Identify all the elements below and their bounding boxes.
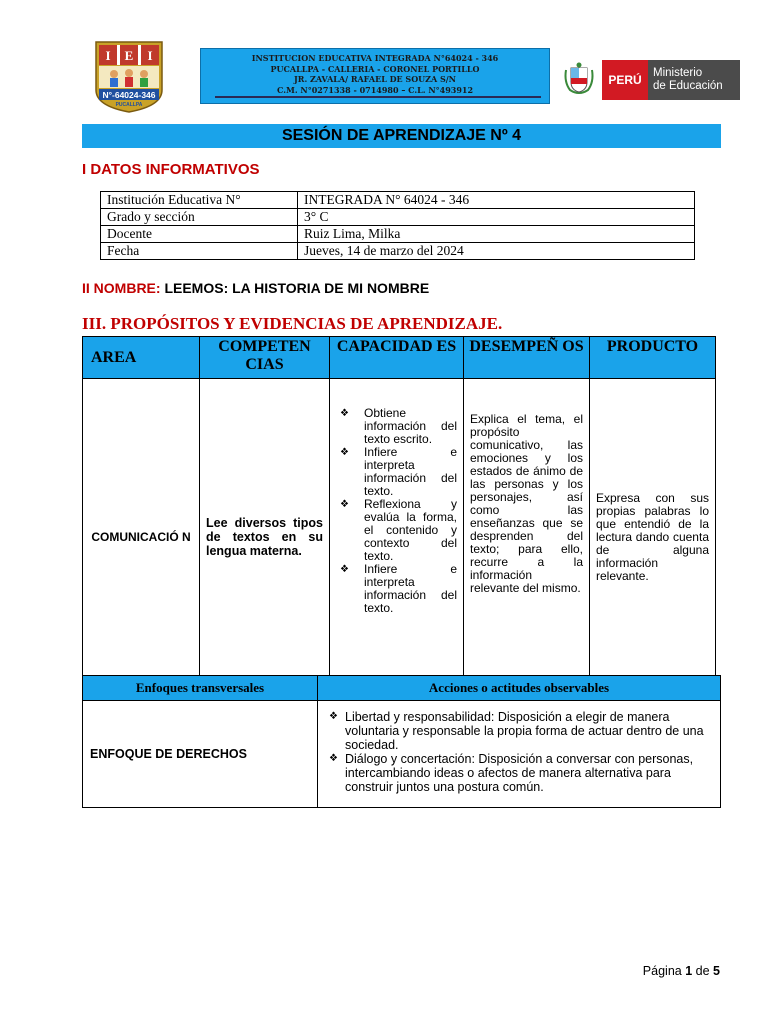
institution-line: C.M. N°0271338 - 0714980 – C.L. N°493912 xyxy=(276,84,474,95)
page-footer xyxy=(643,964,720,978)
table-row xyxy=(101,209,695,226)
banner-underline xyxy=(215,96,541,98)
cell-capacidades xyxy=(330,379,464,696)
list-item xyxy=(325,710,713,752)
table-row xyxy=(83,379,716,696)
enfoque-actions xyxy=(318,701,721,808)
session-title: SESIÓN DE APRENDIZAJE Nº 4 xyxy=(82,124,721,148)
header-acciones: Acciones o actitudes observables xyxy=(318,676,721,701)
table-row xyxy=(101,243,695,260)
school-shield-logo xyxy=(94,40,164,114)
info-label: Docente xyxy=(101,226,298,243)
diamond-bullet-icon: ❖ xyxy=(329,711,338,722)
logo-letter: I xyxy=(147,48,153,63)
diamond-bullet-icon: ❖ xyxy=(340,499,349,510)
table-row xyxy=(83,701,721,808)
logo-letter: I xyxy=(105,48,111,63)
capacidad-text: Infiere e interpreta información del texto. xyxy=(364,562,457,615)
section-nombre xyxy=(82,280,429,296)
info-value: 3° C xyxy=(298,209,695,226)
institution-line: JR. ZAVALA/ RAFAEL DE SOUZA S/N xyxy=(294,74,456,84)
list-item xyxy=(336,563,457,615)
section-datos-title: I DATOS INFORMATIVOS xyxy=(82,161,260,178)
header-capacidades: CAPACIDAD ES xyxy=(330,337,464,379)
ministry-line-1: Ministerio xyxy=(653,67,703,79)
of-word: de xyxy=(695,964,710,978)
section-nombre-value: LEEMOS: LA HISTORIA DE MI NOMBRE xyxy=(164,280,430,296)
accion-text: Diálogo y concertación: Disposición a conversar con personas, intercambiando ideas o afectos de manera alternativa para construir juntos una postura común. xyxy=(345,752,694,794)
header-producto: PRODUCTO xyxy=(590,337,716,379)
accion-text: Libertad y responsabilidad: Disposición a elegir de manera voluntaria y responsable la propia forma de actuar dentro de una sociedad. xyxy=(345,710,704,752)
list-item xyxy=(325,752,713,794)
peru-label: PERÚ xyxy=(602,60,648,100)
ministry-line-2: de Educación xyxy=(653,80,723,92)
diamond-bullet-icon: ❖ xyxy=(340,408,349,419)
section-propositos-title: III. PROPÓSITOS Y EVIDENCIAS DE APRENDIZAJE. xyxy=(82,314,503,333)
list-item xyxy=(336,407,457,446)
enfoques-table xyxy=(82,675,721,808)
header-enfoques: Enfoques transversales xyxy=(83,676,318,701)
table-row xyxy=(101,192,695,209)
logo-number: N°-64024-346 xyxy=(102,90,156,100)
page-word: Página xyxy=(642,964,682,978)
propositos-table xyxy=(82,336,716,696)
cell-area: COMUNICACIÓ N xyxy=(83,379,200,696)
page-total: 5 xyxy=(713,964,720,978)
info-table xyxy=(100,191,695,260)
list-item xyxy=(336,446,457,498)
info-label: Institución Educativa N° xyxy=(101,192,298,209)
enfoque-name: ENFOQUE DE DERECHOS xyxy=(83,701,318,808)
diamond-bullet-icon: ❖ xyxy=(329,753,338,764)
info-value: INTEGRADA N° 64024 - 346 xyxy=(298,192,695,209)
cell-producto: Expresa con sus propias palabras lo que entendió de la lectura dando cuenta de alguna información relevante. xyxy=(590,379,716,696)
info-value: Ruiz Lima, Milka xyxy=(298,226,695,243)
cell-competencia: Lee diversos tipos de textos en su lengua materna. xyxy=(200,379,330,696)
header-area: AREA xyxy=(83,337,200,379)
cell-desempeno: Explica el tema, el propósito comunicativo, las emociones y los estados de ánimo de las personas y los personajes, así como las enseñanzas que se desprenden del texto; para ello, recurre a la información relevante del mismo. xyxy=(464,379,590,696)
institution-line: INSTITUCION EDUCATIVA INTEGRADA N°64024 - 346 xyxy=(251,53,499,63)
list-item xyxy=(336,498,457,563)
table-row xyxy=(101,226,695,243)
capacidad-text: Infiere e interpreta información del texto. xyxy=(364,445,457,498)
header-competencias: COMPETEN CIAS xyxy=(200,337,330,379)
diamond-bullet-icon: ❖ xyxy=(340,564,349,575)
header-desempenos: DESEMPEÑ OS xyxy=(464,337,590,379)
logo-city: PUCALLPA xyxy=(115,102,143,108)
ministry-label xyxy=(648,60,740,100)
page-number: 1 xyxy=(685,964,693,978)
institution-banner xyxy=(200,48,550,104)
capacidad-text: Obtiene información del texto escrito. xyxy=(364,406,457,446)
section-nombre-label: II NOMBRE: xyxy=(82,280,161,296)
table-header-row xyxy=(83,676,721,701)
institution-line: PUCALLPA - CALLERIA - CORONEL PORTILLO xyxy=(270,63,480,74)
info-label: Fecha xyxy=(101,243,298,260)
capacidad-text: Reflexiona y evalúa la forma, el contenido y contexto del texto. xyxy=(364,497,457,563)
peru-coat-of-arms xyxy=(562,62,596,98)
table-header-row xyxy=(83,337,716,379)
info-label: Grado y sección xyxy=(101,209,298,226)
info-value: Jueves, 14 de marzo del 2024 xyxy=(298,243,695,260)
logo-letter: E xyxy=(124,48,134,63)
diamond-bullet-icon: ❖ xyxy=(340,447,349,458)
